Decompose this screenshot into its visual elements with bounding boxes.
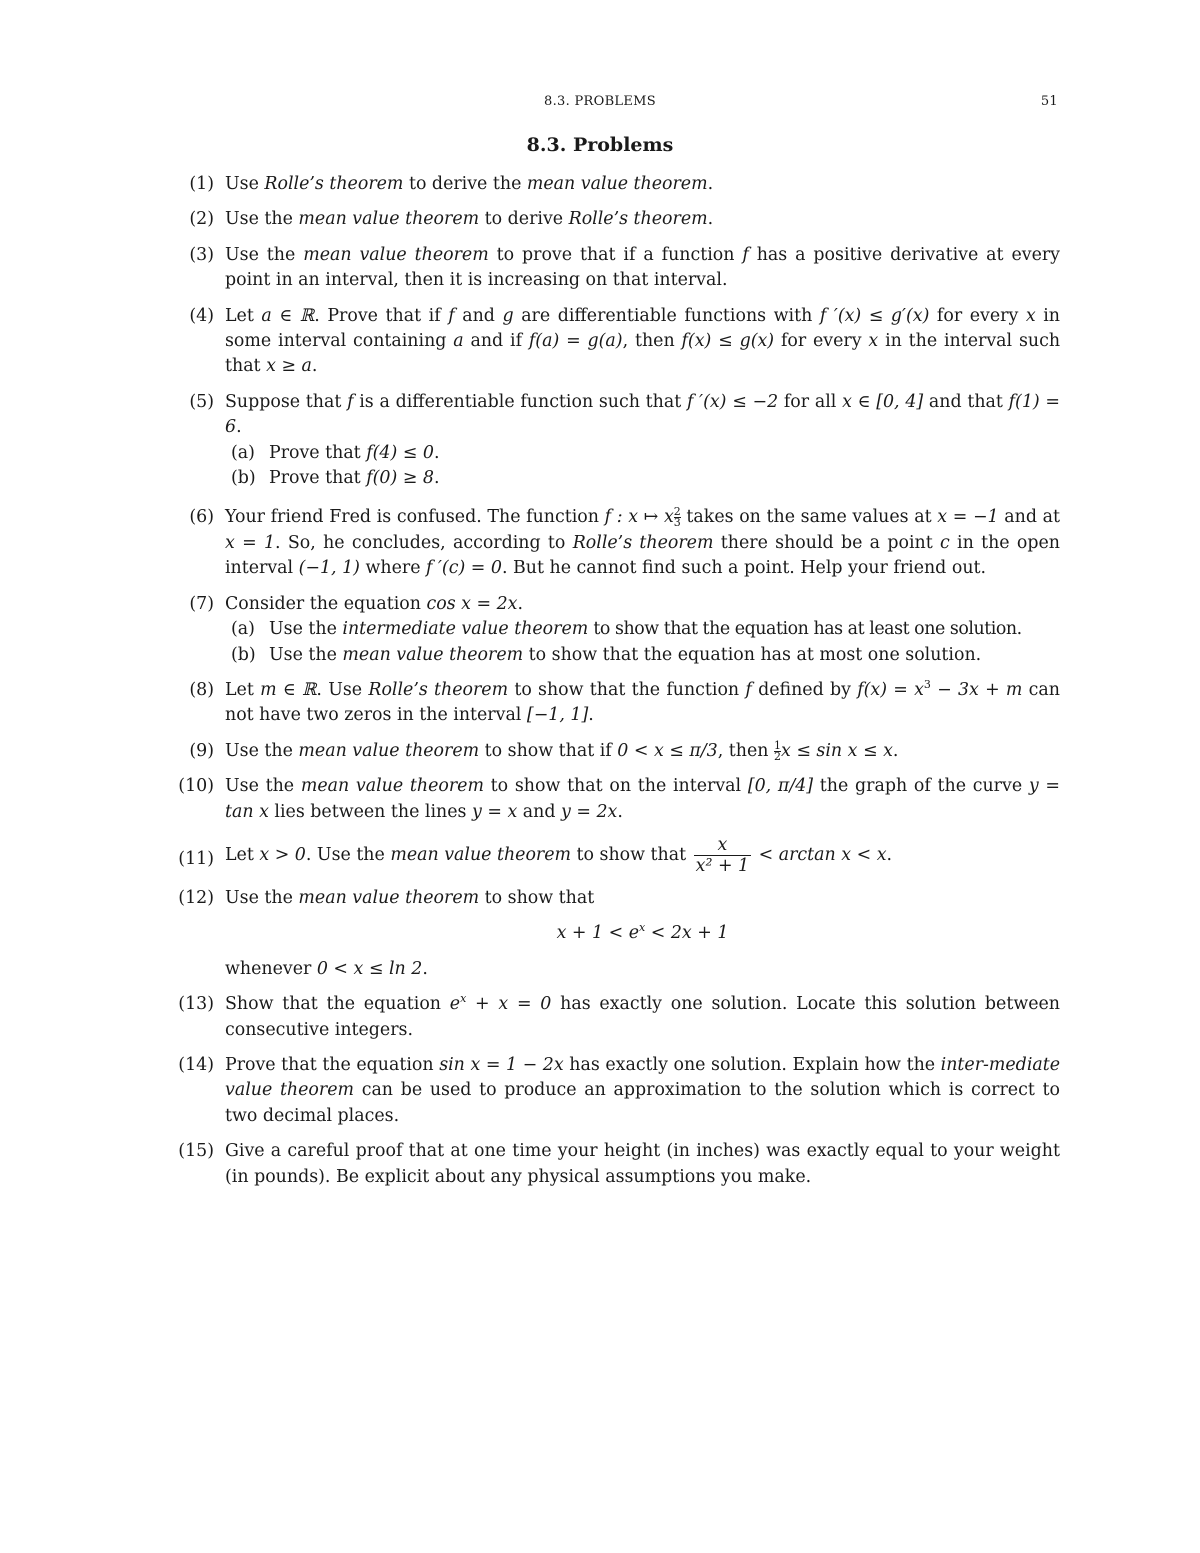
problem-number: (6) [189, 507, 214, 528]
math: x [868, 331, 879, 352]
display-equation [225, 921, 1060, 946]
text: . [588, 705, 594, 726]
problem-number: (11) [178, 848, 214, 869]
problem-number: (12) [178, 887, 214, 908]
math: x = 1 [225, 532, 276, 553]
subproblem-b [231, 466, 1060, 491]
theorem-name: Rolle’s theorem [568, 209, 708, 230]
text: and [454, 305, 503, 326]
text: to derive [479, 209, 569, 230]
problem-text [225, 835, 1060, 876]
text: and [517, 801, 562, 822]
text: takes on the same values at [680, 507, 938, 528]
text: where [359, 558, 427, 579]
theorem-name: mean value theorem [300, 776, 484, 797]
problem-number: (10) [178, 776, 214, 797]
text: . So, he concludes, according to [275, 532, 573, 553]
problem-list [0, 172, 1200, 1200]
math: + x = 0 [466, 994, 552, 1015]
math: c [940, 532, 950, 553]
theorem-name: mean value theorem [298, 887, 480, 908]
text: . [617, 801, 623, 822]
math: [−1, 1] [526, 705, 589, 726]
text: . [892, 740, 899, 761]
problem-5 [0, 390, 1200, 492]
text: Use the [225, 244, 304, 265]
text: to show that on the interval [483, 776, 748, 797]
theorem-name: mean value theorem [298, 209, 480, 230]
text: to derive the [403, 174, 527, 194]
text: are differentiable functions with [513, 305, 820, 326]
text: to show that the equation has at most one solution. [523, 644, 982, 665]
text: Consider the equation [225, 593, 427, 614]
math: (−1, 1) [298, 558, 360, 579]
text: can be used to produce an approximation to the solution which is correct to two decimal places. [225, 1080, 1060, 1126]
running-title: 8.3. PROBLEMS [544, 94, 656, 109]
text: . [236, 417, 242, 438]
problem-number: (9) [189, 740, 214, 761]
text: lies between the lines [268, 801, 472, 822]
theorem-name: mean value theorem [342, 644, 524, 665]
math: sin x = 1 − 2x [439, 1054, 564, 1075]
denominator: 3 [673, 516, 681, 530]
text: . But he cannot find such a point. Help your friend out. [501, 558, 987, 579]
subproblem-label: (b) [231, 468, 256, 489]
text: . [422, 958, 428, 979]
math: f(4) ≤ 0 [366, 442, 434, 463]
theorem-name: mean value theorem [526, 174, 708, 194]
math: f(x) ≤ g(x) [681, 331, 775, 352]
problem-number: (5) [189, 391, 214, 412]
problem-text [225, 172, 1060, 197]
math: x + 1 < e [556, 923, 639, 944]
problem-number: (1) [189, 174, 214, 194]
problem-6 [0, 505, 1200, 581]
text: Your friend Fred is confused. The function [225, 507, 605, 528]
problem-text [225, 592, 1060, 668]
problem-number: (8) [189, 679, 214, 700]
running-header [0, 92, 1200, 114]
problem-3 [0, 243, 1200, 294]
math: a [453, 331, 464, 352]
problem-number: (14) [178, 1054, 214, 1075]
text: . [886, 844, 893, 865]
problem-text [225, 992, 1060, 1043]
text: for every [929, 305, 1026, 326]
math: x ≤ sin x ≤ x [781, 740, 893, 761]
problem-number: (2) [189, 209, 214, 230]
text: to show that if [479, 740, 618, 761]
problem-8 [0, 678, 1200, 729]
math: x ≥ a [266, 356, 312, 377]
theorem-name: Rolle’s theorem [264, 174, 404, 194]
problem-1 [0, 172, 1200, 197]
problem-7 [0, 592, 1200, 668]
math: f(1) = 6 [225, 391, 1060, 438]
text: Use the [269, 619, 343, 640]
theorem-name: Rolle’s theorem [572, 532, 714, 553]
text: . [433, 468, 440, 489]
problem-9 [0, 739, 1200, 764]
problem-13 [0, 992, 1200, 1043]
text: . [707, 209, 714, 230]
text: Use the [269, 644, 343, 665]
text: Let [225, 679, 261, 700]
text: . [311, 356, 318, 377]
math: f ′(x) ≤ −2 [686, 391, 779, 412]
math: x = −1 [937, 507, 999, 528]
problem-15 [0, 1139, 1200, 1190]
theorem-name: mean value theorem [303, 244, 489, 265]
text: in some interval containing [225, 305, 1060, 352]
subproblem-label: (a) [231, 442, 255, 463]
problem-text: Give a careful proof that at one time your height (in inches) was exactly equal to your weight (in pounds). Be explicit about any physical assumptions you make. [225, 1141, 1060, 1187]
text: . [517, 593, 523, 614]
math: f [347, 391, 354, 412]
math: 0 < x ≤ π/3 [617, 740, 718, 761]
math: x ∈ [0, 4] [842, 391, 924, 412]
text: for every [774, 331, 869, 352]
text: Suppose that [225, 391, 348, 412]
exponent: 3 [923, 678, 931, 692]
text: to show that the function [508, 679, 746, 700]
fraction-one-half [774, 738, 781, 763]
problem-10 [0, 774, 1200, 825]
problem-text [225, 1053, 1060, 1129]
subproblem-a [231, 617, 1060, 642]
numerator: 1 [774, 738, 781, 752]
math: g [502, 305, 514, 326]
math: f(x) = x [857, 679, 924, 700]
math: < arctan x < x [753, 844, 887, 865]
text: and at [998, 507, 1060, 528]
subproblem-b [231, 643, 1060, 668]
text: in the open interval [225, 532, 1060, 579]
text: , then [622, 331, 682, 352]
text: to show that [479, 887, 595, 908]
text: . [433, 442, 440, 463]
text: to show that [571, 844, 692, 865]
problem-text [225, 207, 1060, 232]
text: for all [778, 391, 843, 412]
text: , then [717, 740, 774, 761]
text: Prove that [269, 468, 367, 489]
exponent-fraction [674, 507, 681, 528]
text: has exactly one solution. Explain how the [563, 1054, 941, 1075]
math: f : x ↦ x [604, 507, 674, 528]
math: cos x = 2x [426, 593, 518, 614]
problem-text [225, 774, 1060, 825]
fraction [694, 835, 751, 876]
text: there should be a point [713, 532, 940, 553]
problem-4 [0, 304, 1200, 380]
text: to prove that if a function [488, 244, 743, 265]
page-number: 51 [1040, 94, 1058, 109]
text: Prove that the equation [225, 1054, 440, 1075]
theorem-name: Rolle’s theorem [368, 679, 509, 700]
theorem-name: intermediate value theorem [342, 619, 589, 640]
problem-number: (7) [189, 593, 214, 614]
exponent: x [639, 921, 646, 935]
math: y = 2x [561, 801, 618, 822]
math: 0 < x ≤ ln 2 [316, 958, 423, 979]
problem-12 [0, 886, 1200, 982]
math: x > 0 [259, 844, 306, 865]
theorem-name: mean value theorem [298, 740, 480, 761]
math: f ′(x) ≤ g′(x) [819, 305, 930, 326]
text: . Use [316, 679, 369, 700]
text: Let [225, 844, 260, 865]
text: . [707, 174, 714, 194]
problem-text [225, 390, 1060, 492]
subproblem-label: (a) [231, 619, 255, 640]
problem-number: (15) [178, 1141, 214, 1162]
problem-number: (4) [189, 305, 214, 326]
text: has exactly one solution. Locate this solution between consecutive integers. [225, 994, 1060, 1040]
text: Use [225, 174, 265, 194]
problem-text [225, 678, 1060, 729]
math: x [1025, 305, 1036, 326]
text: and that [923, 391, 1009, 412]
problem-number: (3) [189, 244, 214, 265]
problem-text [225, 886, 1060, 982]
text: Show that the equation [225, 994, 450, 1015]
math: y = x [472, 801, 518, 822]
problem-text [225, 739, 1060, 764]
math: e [449, 994, 461, 1015]
math: f(a) = g(a) [528, 331, 623, 352]
denominator: x² + 1 [695, 855, 750, 876]
problem-14 [0, 1053, 1200, 1129]
problem-text [225, 505, 1060, 581]
text: defined by [751, 679, 858, 700]
math: f [448, 305, 455, 326]
problem-text [225, 304, 1060, 380]
math: a ∈ ℝ [261, 305, 315, 326]
text: Prove that [269, 442, 367, 463]
math: f [742, 244, 749, 265]
problem-11 [0, 835, 1200, 876]
problem-text [225, 243, 1060, 294]
text: has a positive derivative at every point in an interval, then it is increasing on that interval. [225, 244, 1060, 291]
text: to show that the equation has at least one solution. [588, 619, 1022, 640]
text: whenever [225, 958, 317, 979]
section-title: 8.3. Problems [526, 134, 674, 156]
text: . Prove that if [314, 305, 449, 326]
denominator: 2 [774, 749, 781, 763]
subproblem-label: (b) [231, 644, 256, 665]
math: f(0) ≥ 8 [366, 468, 434, 489]
text: can not have two zeros in the interval [225, 679, 1060, 726]
math: f [745, 679, 752, 700]
text: Use the [225, 887, 299, 908]
text: Let [225, 305, 262, 326]
text: Use the [225, 740, 299, 761]
math: f ′(c) = 0 [426, 558, 502, 579]
math: < 2x + 1 [645, 923, 729, 944]
text: and if [463, 331, 529, 352]
math: [0, π/4] [747, 776, 814, 797]
numerator: x [694, 835, 751, 856]
text: Use the [225, 776, 301, 797]
theorem-name: mean value theorem [390, 844, 572, 865]
text: in the interval such that [225, 331, 1061, 377]
math: m ∈ ℝ [260, 679, 317, 700]
math: y = tan x [225, 776, 1060, 822]
problem-number: (13) [178, 994, 214, 1015]
exponent: x [460, 992, 467, 1006]
text: Use the [225, 209, 299, 230]
problem-2 [0, 207, 1200, 232]
text: the graph of the curve [813, 776, 1029, 797]
subproblem-a [231, 441, 1060, 466]
text: is a differentiable function such that [353, 391, 687, 412]
theorem-name: inter-mediate value theorem [225, 1054, 1061, 1101]
text: . Use the [305, 844, 391, 865]
numerator: 2 [673, 505, 681, 519]
math: − 3x + m [930, 679, 1023, 700]
